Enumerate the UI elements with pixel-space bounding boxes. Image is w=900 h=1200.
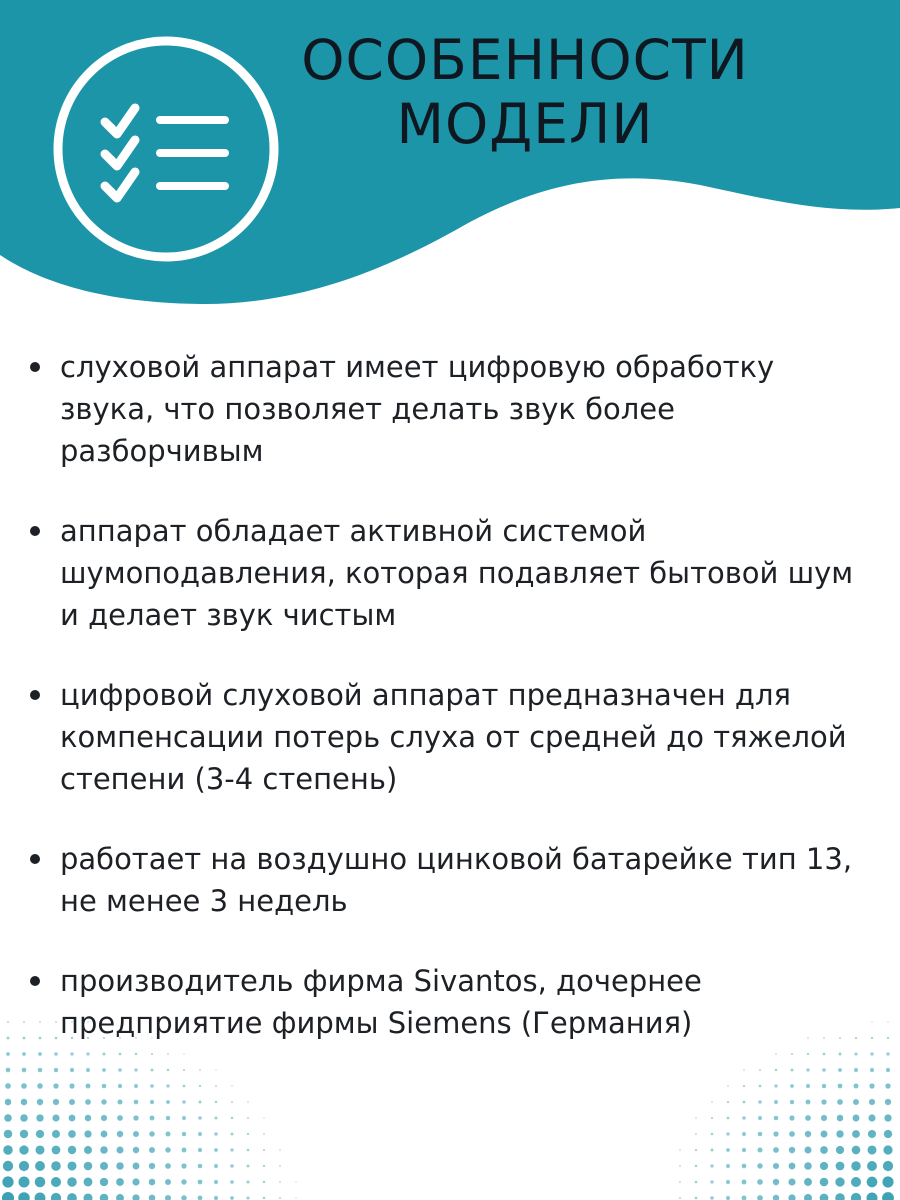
bullet-icon <box>30 976 40 986</box>
feature-item <box>28 346 858 472</box>
bullet-icon <box>30 854 40 864</box>
feature-text: слуховой аппарат имеет цифровую обработку звука, что позволяет делать звук более разборчивым <box>60 350 775 468</box>
page-title-line-1: ОСОБЕННОСТИ <box>301 28 749 92</box>
feature-item <box>28 510 858 636</box>
feature-item <box>28 674 858 800</box>
feature-item <box>28 838 858 922</box>
page-title-line-2: МОДЕЛИ <box>396 92 654 156</box>
bullet-icon <box>30 526 40 536</box>
page-title <box>300 28 750 156</box>
feature-text: аппарат обладает активной системой шумоподавления, которая подавляет бытовой шум и делает звук чистым <box>60 514 854 632</box>
feature-text: работает на воздушно цинковой батарейке тип 13, не менее 3 недель <box>60 842 853 918</box>
feature-list <box>28 346 858 1082</box>
feature-text: цифровой слуховой аппарат предназначен для компенсации потерь слуха от средней до тяжелой степени (3-4 степень) <box>60 678 847 796</box>
bullet-icon <box>30 362 40 372</box>
bullet-icon <box>30 690 40 700</box>
feature-text: производитель фирма Sivantos, дочернее предприятие фирмы Siemens (Германия) <box>60 964 702 1040</box>
feature-item <box>28 960 858 1044</box>
